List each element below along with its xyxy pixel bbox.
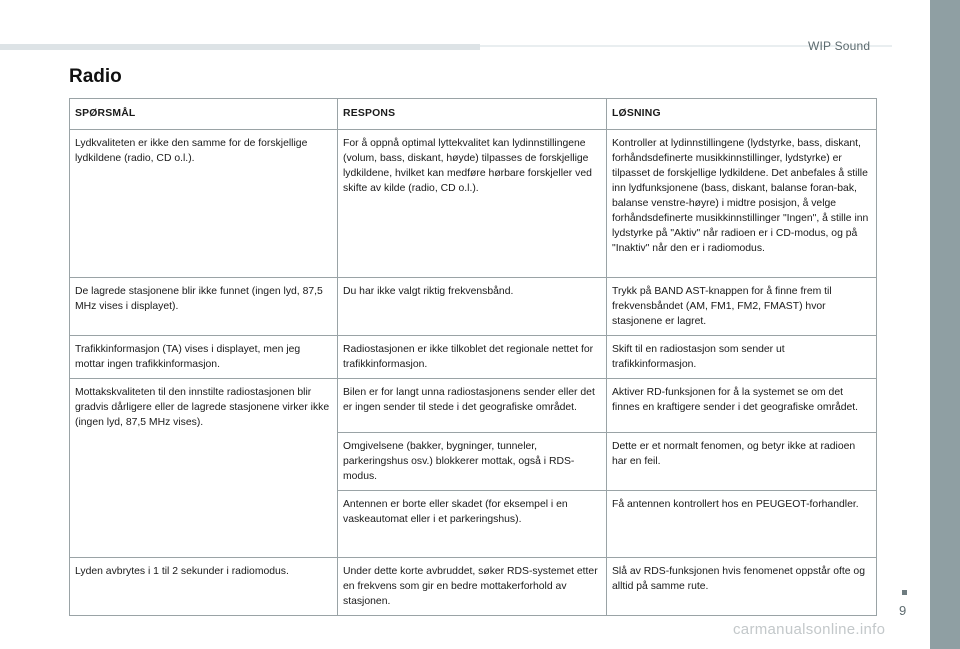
table-row	[70, 336, 877, 379]
question-cell: Mottakskvaliteten til den innstilte radiostasjonen blir gradvis dårligere eller de lagrede stasjonene virker ikke (ingen lyd, 87,5 MHz vises).	[70, 379, 338, 558]
header-question: SPØRSMÅL	[70, 99, 338, 130]
response-cell: Radiostasjonen er ikke tilkoblet det regionale nettet for trafikkinformasjon.	[338, 336, 607, 379]
solution-cell: Dette er et normalt fenomen, og betyr ikke at radioen har en feil.	[607, 433, 877, 491]
question-cell: Trafikkinformasjon (TA) vises i displayet, men jeg mottar ingen trafikkinformasjon.	[70, 336, 338, 379]
page-marker	[902, 590, 907, 595]
side-bar	[930, 0, 960, 649]
solution-cell: Kontroller at lydinnstillingene (lydstyrke, bass, diskant, forhåndsdefinerte musikkinnstillinger, lydstyrke) er tilpasset de forskjellige lydkildene. Det anbefales å stille inn lydfunksjonene (bass, diskant, balanse foran-bak, balanse venstre-høyre) i midtre posisjon, å velge forhåndsdefinerte musikkinnstillinger "Ingen", å stille inn lydstyrke på "Aktiv" når radioen er i CD-modus, og på "Inaktiv" når den er i radiomodus.	[607, 130, 877, 278]
solution-cell: Trykk på BAND AST-knappen for å finne frem til frekvensbåndet (AM, FM1, FM2, FMAST) hvor stasjonene er lagret.	[607, 278, 877, 336]
header-response: RESPONS	[338, 99, 607, 130]
solution-cell: Skift til en radiostasjon som sender ut trafikkinformasjon.	[607, 336, 877, 379]
section-label: WIP Sound	[808, 39, 871, 53]
solution-cell: Få antennen kontrollert hos en PEUGEOT-forhandler.	[607, 491, 877, 558]
header-solution: LØSNING	[607, 99, 877, 130]
table-row	[70, 130, 877, 278]
top-rule-light	[0, 44, 480, 50]
troubleshooting-table	[69, 98, 877, 616]
table-row	[70, 278, 877, 336]
response-cell: Omgivelsene (bakker, bygninger, tunneler, parkeringshus osv.) blokkerer mottak, også i RDS-modus.	[338, 433, 607, 491]
response-cell: For å oppnå optimal lyttekvalitet kan lydinnstillingene (volum, bass, diskant, høyde) tilpasses de forskjellige lydkildene, hvilket kan medføre hørbare forskjeller ved skifte av kilde (radio, CD o.l.).	[338, 130, 607, 278]
response-cell: Du har ikke valgt riktig frekvensbånd.	[338, 278, 607, 336]
question-cell: De lagrede stasjonene blir ikke funnet (ingen lyd, 87,5 MHz vises i displayet).	[70, 278, 338, 336]
response-cell: Bilen er for langt unna radiostasjonens sender eller det er ingen sender til stede i det geografiske området.	[338, 379, 607, 433]
table-row	[70, 379, 877, 433]
page-number: 9	[899, 603, 907, 618]
table-header-row	[70, 99, 877, 130]
question-cell: Lyden avbrytes i 1 til 2 sekunder i radiomodus.	[70, 558, 338, 616]
solution-cell: Slå av RDS-funksjonen hvis fenomenet oppstår ofte og alltid på samme rute.	[607, 558, 877, 616]
page-title: Radio	[69, 66, 122, 87]
response-cell: Antennen er borte eller skadet (for eksempel i en vaskeautomat eller i et parkeringshus).	[338, 491, 607, 558]
response-cell: Under dette korte avbruddet, søker RDS-systemet etter en frekvens som gir en bedre mottakerforhold av stasjonen.	[338, 558, 607, 616]
watermark: carmanualsonline.info	[733, 621, 886, 638]
table-row	[70, 558, 877, 616]
question-cell: Lydkvaliteten er ikke den samme for de forskjellige lydkildene (radio, CD o.l.).	[70, 130, 338, 278]
solution-cell: Aktiver RD-funksjonen for å la systemet se om det finnes en kraftigere sender i det geografiske området.	[607, 379, 877, 433]
